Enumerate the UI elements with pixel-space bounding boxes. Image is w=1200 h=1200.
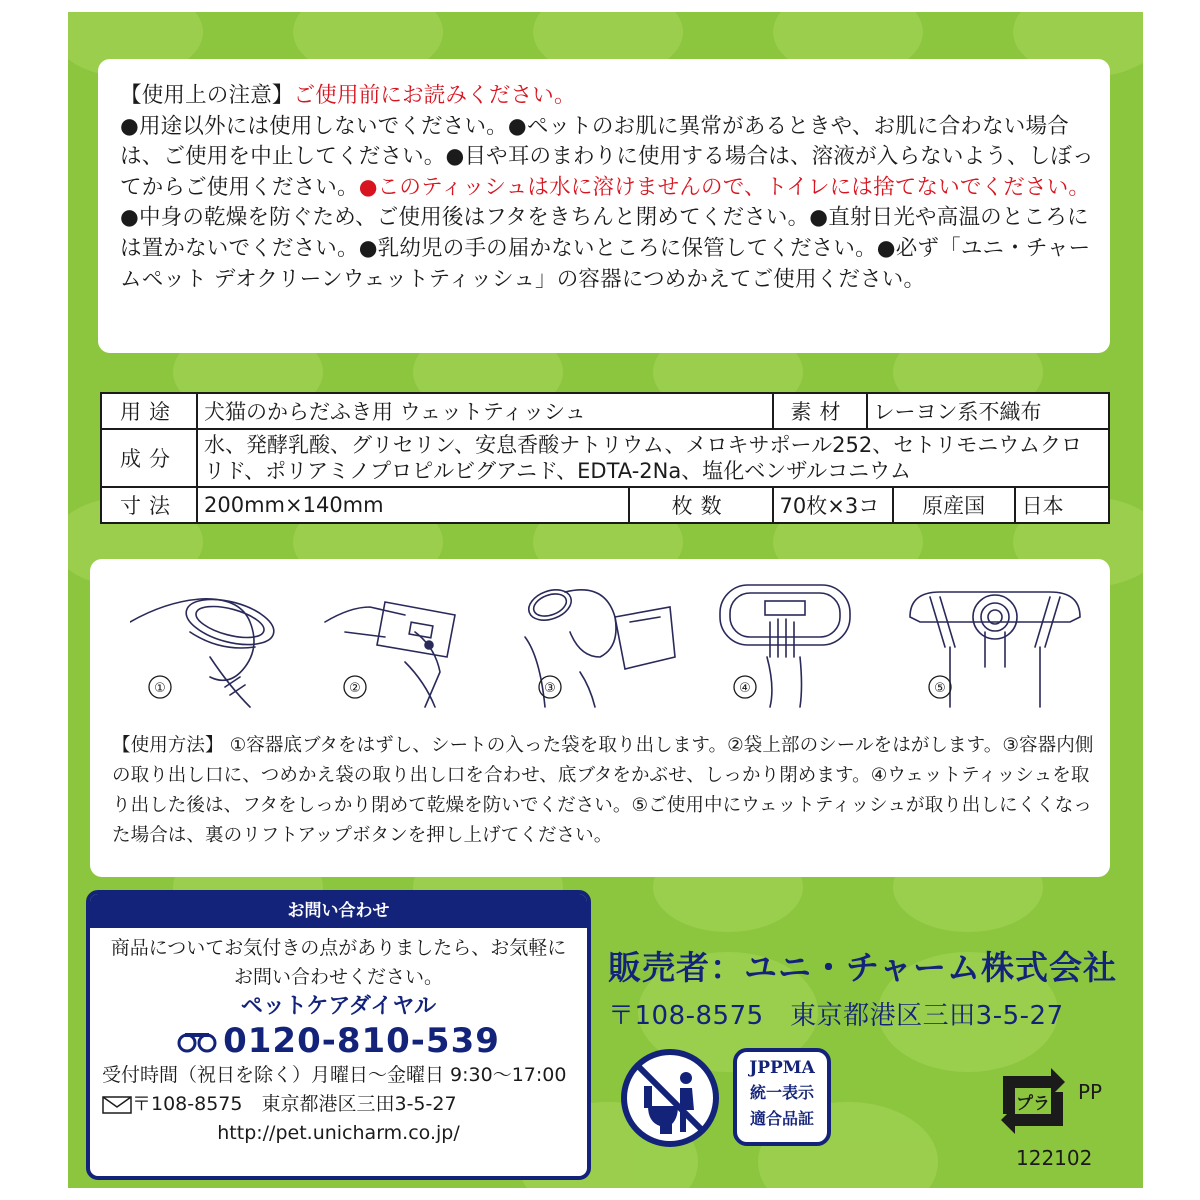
material-value: レーヨン系不織布 (867, 393, 1109, 429)
step-number-2: ② (349, 681, 361, 696)
free-dial-icon (177, 1031, 217, 1055)
step-number-4: ④ (739, 681, 751, 696)
dial-name: ペットケアダイヤル (240, 994, 437, 1019)
table-row (101, 429, 1109, 487)
precautions-heading-note: ご使用前にお読みください。 (293, 83, 576, 108)
jppma-line2: 適合品証 (749, 1109, 814, 1128)
origin-label: 原産国 (893, 487, 1015, 523)
material-label: 素材 (773, 393, 867, 429)
jppma-mark (733, 1048, 831, 1146)
usage-heading: 【使用方法】 (112, 735, 224, 756)
ingredients-label: 成分 (101, 429, 197, 487)
jppma-line1: 統一表示 (749, 1083, 814, 1102)
origin-value: 日本 (1015, 487, 1109, 523)
no-flush-icon (620, 1048, 720, 1148)
package-panel (68, 12, 1143, 1188)
contact-box (86, 890, 591, 1180)
contact-hours: 受付時間（祝日を除く）月曜日～金曜日 9:30～17:00 (102, 1064, 567, 1086)
size-label: 寸法 (101, 487, 197, 523)
mail-icon (102, 1096, 132, 1114)
count-value: 70枚×3コ (773, 487, 893, 523)
table-row (101, 393, 1109, 429)
step-number-1: ① (154, 681, 166, 696)
contact-url[interactable]: http://pet.unicharm.co.jp/ (217, 1122, 460, 1144)
precautions-warning: ●このティッシュは水に溶けませんので、トイレには捨てないでください。 (358, 174, 1091, 200)
seller-name: 販売者：ユニ・チャーム株式会社 (608, 948, 1118, 987)
table-row (101, 487, 1109, 523)
contact-address: 〒108-8575 東京都港区三田3-5-27 (132, 1093, 457, 1115)
phone-number[interactable]: 0120-810-539 (223, 1021, 500, 1061)
precautions-body-a: ●用途以外には使用しないでください。●ペットのお肌に異常があるときや、お肌に合わない場合は、ご使用を中止してください。●目や耳のまわりに使用する場合は、溶液が入らないよう、しぼってからご使用ください。 (120, 113, 1094, 200)
recycle-pla-icon (993, 1062, 1073, 1140)
usage-text (112, 731, 1097, 851)
count-label: 枚数 (629, 487, 773, 523)
usage-panel (90, 559, 1110, 877)
spec-table (100, 392, 1110, 524)
seller-info (608, 942, 1118, 1032)
contact-title: お問い合わせ (90, 894, 587, 928)
seller-address: 〒108-8575 東京都港区三田3-5-27 (608, 1001, 1064, 1031)
step-number-3: ③ (544, 681, 556, 696)
use-label: 用途 (101, 393, 197, 429)
ingredients-value: 水、発酵乳酸、グリセリン、安息香酸ナトリウム、メロキサポール252、セトリモニウムクロリド、ポリアミノプロピルビグアニド、EDTA-2Na、塩化ベンザルコニウム (197, 429, 1109, 487)
lot-code: 122102 (1016, 1146, 1093, 1170)
contact-address-line (102, 1090, 575, 1119)
phone-line (102, 1021, 575, 1061)
precautions-text (120, 81, 1095, 295)
material-code: PP (1078, 1080, 1103, 1104)
step-number-5: ⑤ (934, 681, 946, 696)
use-value: 犬猫のからだふき用 ウェットティッシュ (197, 393, 773, 429)
contact-message: 商品についてお気付きの点がありましたら、お気軽にお問い合わせください。 (110, 937, 567, 988)
usage-body: ①容器底ブタをはずし、シートの入った袋を取り出します。②袋上部のシールをはがします。③容器内側の取り出し口に、つめかえ袋の取り出し口を合わせ、底ブタをかぶせ、しっかり閉めます。④ウェットティッシュを取り出した後は、フタをしっかり閉めて乾燥を防いでください。⑤ご使用中にウェットティッシュが取り出しにくくなった場合は、裏のリフトアップボタンを押し上げてください。 (112, 735, 1094, 846)
precautions-panel (98, 59, 1110, 353)
precautions-heading: 【使用上の注意】 (120, 83, 294, 108)
usage-illustrations (130, 577, 1090, 717)
size-value: 200mm×140mm (197, 487, 629, 523)
recycle-label: プラ (1016, 1094, 1050, 1114)
precautions-body-b: ●中身の乾燥を防ぐため、ご使用後はフタをきちんと閉めてください。●直射日光や高温のところには置かないでください。●乳幼児の手の届かないところに保管してください。●必ず「ユニ・チャームペット デオクリーンウェットティッシュ」の容器につめかえてご使用ください。 (120, 205, 1091, 292)
step1-illustration (130, 591, 279, 707)
jppma-title: JPPMA (749, 1058, 815, 1078)
